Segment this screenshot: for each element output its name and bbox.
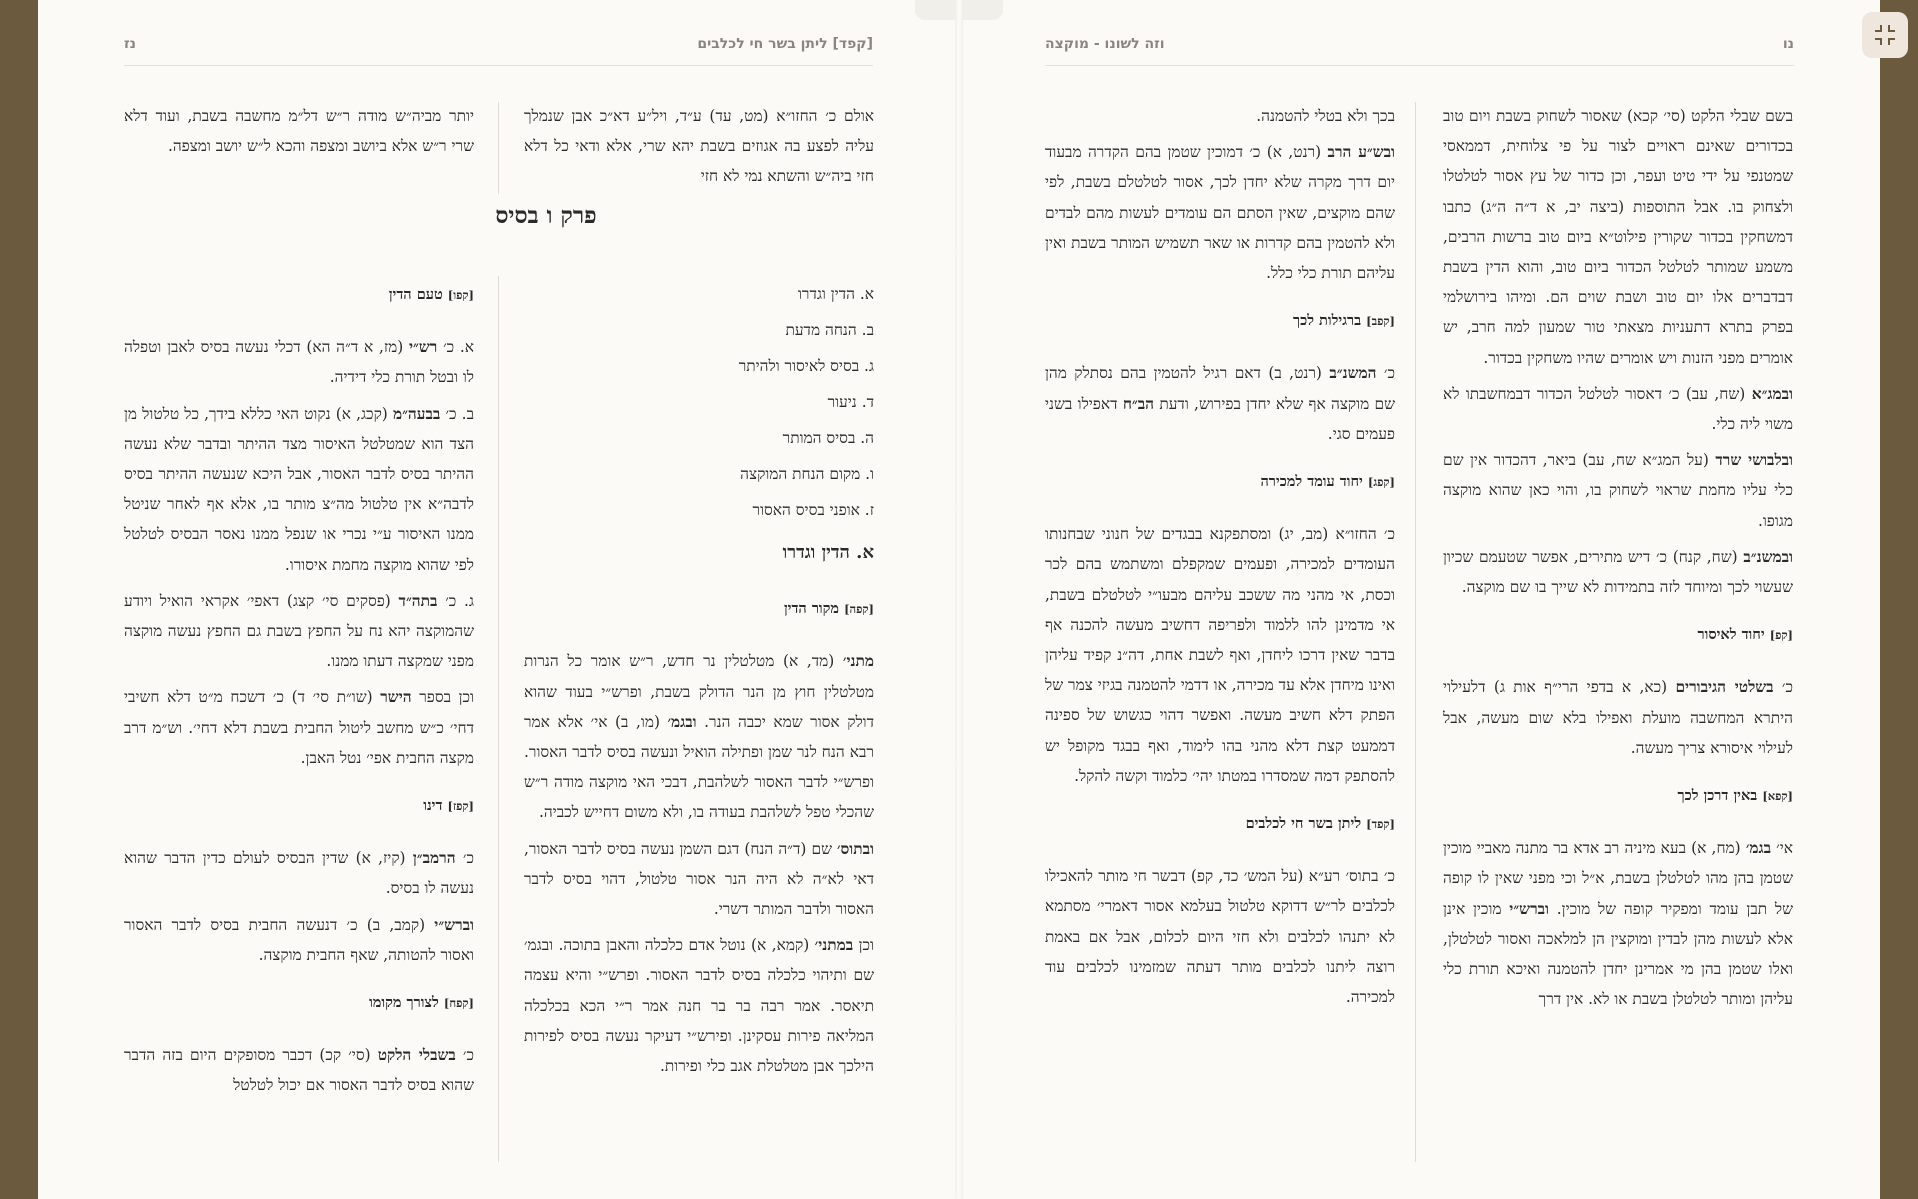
subsection-heading: [קפה] מקור הדין <box>783 600 874 618</box>
left-col-b-top: יותר מביה״ש מודה ר״ש דל״מ מחשבה בשבת, ועוד דלא שרי ר״ש אלא ביושב ומצפה והכא ל״ש יושב ומצפה. <box>124 107 474 156</box>
paragraph: א. כ׳ רש״י (מז, א ד״ה הא) דכלי נעשה בסיס לאבן וטפלה לו ובטל תורת כלי דידיה. <box>124 338 475 387</box>
left-page <box>38 0 959 1199</box>
paragraph: כ׳ הרמב״ן (קיז, א) שדין הבסיס לעולם כדין הדבר שהוא נעשה לו בסיס. <box>124 849 474 898</box>
paragraph: וברש״י (קמב, ב) כ׳ דנעשה החבית בסיס לדבר האסור ואסור להטותה, שאף החבית מוקצה. <box>124 915 474 964</box>
toc-item[interactable]: ו. מקום הנחת המוקצה <box>740 465 874 483</box>
left-col-a-top: אולם כ׳ החזו״א (מט, עד) ע״ד, ויל״ע דא״כ אבן שנמלך עליה לפצע בה אגוזים בשבת יהא שרי, אלא ודאי כל דלא חזי ביה״ש והשתא נמי לא חזי <box>524 107 874 186</box>
paragraph: ג. כ׳ בתה״ד (פסקים סי׳ קצג) דאפי׳ אקראי הואיל ויודע שהמוקצה יהא נח על החפץ בשבת גם החפץ נעשה מוקצה מפני שמקצה דעתו ממנו. <box>124 591 474 671</box>
subsection-heading: [קפד] ליתן בשר חי לכלבים <box>1245 815 1395 833</box>
paragraph: ובמג״א (שח, עב) כ׳ דאסור לטלטל הכדור דבמחשבתו לא משוי ליה כלי. <box>1443 384 1793 434</box>
subsection-heading: [קפו] טעם הדין <box>388 286 474 303</box>
section-heading: א. הדין וגדרו <box>782 542 874 563</box>
paragraph: ב. כ׳ בבעה״מ (קכג, א) נקוט האי כללא בידך, כל טלטול מן הצד הוא שמטלטל האיסור מצד ההיתר ובדבר שלא נעשה ההיתר בסיס לדבר האסור, אבל היכא שנעשה ההיתר בסיס לדבה״א אין טלטול מה״צ מותר בו, אלא אף לאחר שניטל ממנו האיסור ע״י נכרי או שנפל ממנו נאסר הבסיס לטלטל לפי שהוא מוקצה מחמת איסורו. <box>124 404 474 574</box>
paragraph: כ׳ בשלטי הגיבורים (כא, א בדפי הרי״ף אות ג) דלעילוי היתרא המחשבה מועלת ואפילו בלא שום מעשה, אבל לעילוי איסורא צריך מעשה. <box>1443 678 1793 757</box>
toc-item[interactable]: ז. אופני בסיס האסור <box>752 501 874 519</box>
column-divider <box>1415 102 1416 1162</box>
left-col-a-body <box>524 276 874 1087</box>
collapse-icon[interactable] <box>1873 23 1897 47</box>
subsection-heading: [קפא] באין דרכן לכך <box>1677 787 1793 805</box>
subsection-heading: [קפב] ברגילות לכך <box>1293 312 1395 330</box>
paragraph: ובש״ע הרב (רנט, א) כ׳ דמוכין שטמן בהם הקדרה מבעוד יום דרך מקרה שלא יחדן לכך, אסור לטלטלם בשבת, לפי שהם מוקצים, שאין הסתם הם עומדים לעשות מהם לבדים ולא להטמין בהם קדרות או שאר תשמיש המותר בשבת ואין עליהם תורת כלי כלל. <box>1045 143 1395 283</box>
paragraph: מתני׳ (מד, א) מטלטלין נר חדש, ר״ש אומר כל הנרות מטלטלין חוץ מן הנר הדולק בשבת, ופרש״י בעוד שהוא דולק אסור שמא יכבה הנר. ובגמ׳ (מו, ב) אי׳ אלא אמר רבא הנח לנר שמן ופתילה הואיל ונעשה בסיס לדבר האסור. ופרש״י לדבר האסור לשלהבת, דבכי האי מוקצה מודה ר״ש שהכלי טפל לשלהבת בעודה בו, ולא משום דחייש לכביה. <box>524 652 874 822</box>
left-page-number: נז <box>124 36 136 52</box>
paragraph: ובלבושי שרד (על המג״א שח, עב) ביאר, דהכדור אין שם כלי עליו מחמת שראוי לשחוק בו, והוי כאן שהוא מוקצה מגופו. <box>1443 451 1793 530</box>
subsection-heading: [קפח] לצורך מקומו <box>369 994 474 1012</box>
toc-item[interactable]: ד. ניעור <box>827 393 874 411</box>
right-header-divider <box>1045 65 1794 66</box>
chapter-title: פרק ו בסיס <box>495 202 597 229</box>
subsection-heading: [קפג] יחוד עומד למכירה <box>1260 473 1395 491</box>
paragraph: וכן בספר הישר (שו״ת סי׳ ד) כ׳ דשכח מ״ט דלא חשיבי דחי׳ כ״ש מחשב ליטול החבית בשבת דלא דחי׳. וש״מ דרב מקצה החבית אפי׳ נטל האבן. <box>124 688 474 767</box>
subsection-heading: [קפ] יחוד לאיסור <box>1697 626 1793 644</box>
paragraph: כ׳ המשנ״ב (רנט, ב) דאם רגיל להטמין בהם נסתלק מהן שם מוקצה אף שלא יחדן בפירוש, ודעת הב״ח דאפילו בשני פעמים סגי. <box>1045 364 1396 443</box>
column-divider <box>498 276 499 1162</box>
paragraph: ובתוס׳ שם (ד״ה הנח) דגם השמן נעשה בסיס לדבר האסור, דאי לא״ה לא היה הנר אסור טלטול, דהוי בסיס לדבר האסור ולדבר המותר דשרי. <box>524 839 874 919</box>
chapter-toc <box>524 276 874 528</box>
exit-fullscreen-button[interactable] <box>1862 12 1908 58</box>
right-col-d <box>1045 101 1395 1018</box>
left-page-header-title: [קפד] ליתן בשר חי לכלבים <box>697 36 873 52</box>
right-page-number: נו <box>1782 36 1794 52</box>
left-header-divider <box>124 65 873 66</box>
paragraph: כ׳ החזו״א (מב, יג) ומסתפקנא בבגדים של חנוני שבחנותו העומדים למכירה, ופעמים שמקפלם ומשתמש בהם לכר וכסת, אי מהני מה ששכב עליהם מבעו״י לטלטלם בשבת, אי מדמינן להו ללמוד ולפריפה דחשיב מעשה להכנה אף בדבר שאין דרכו ליחדן, ואף לשבת אחת, דה״נ קפיד עליהן ואינו מיחדן אלא עד מכירה, או דדמי להטמנה בגיזי צמר של הפתק דלא חשיב מעשה. ואפשר דהוי כגשוש של ספינה דממעט קצת דלא מהני בהו לימוד, ואף בבגד מקופל יש להסתפק דמה שמסדרו במטתו יהי׳ כלמוד וקשה להקל. <box>1045 525 1395 785</box>
column-divider <box>498 102 499 194</box>
subsection-heading: [קפז] דינו <box>423 797 474 815</box>
right-page-header-title: וזה לשונו - מוקצה <box>1045 36 1165 52</box>
right-col-c <box>1443 101 1793 1020</box>
left-col-b-body <box>124 262 474 1107</box>
toc-item[interactable]: ה. בסיס המותר <box>782 429 874 447</box>
paragraph: בכך ולא בטלי להטמנה. <box>1256 107 1395 125</box>
toc-item[interactable]: ב. הנחה מדעת <box>785 321 874 339</box>
paragraph: ובמשנ״ב (שח, קנח) כ׳ דיש מתירים, אפשר שטעמם שכיון שעשוי לכך ומיוחד לזה בתמידות לא שייך בו שם מוקצה. <box>1443 547 1793 597</box>
right-page <box>959 0 1880 1199</box>
book-spread <box>38 0 1880 1199</box>
toc-item[interactable]: ג. בסיס לאיסור ולהיתר <box>738 357 874 375</box>
paragraph: בשם שבלי הלקט (סי׳ קכא) שאסור לשחוק בשבת ויום טוב בכדורים שאינם ראויים לצור על פי צלוחית, דממאסי שמטנפי על ידי טיט ועפר, וכן כדור של עץ אסור לטלטלו ולצחוק בו. אבל התוספות (ביצה יב, א ד״ה ה״ג) כתבו דמשחקין בכדור שקורין פילוט״א ביום טוב ברשות הרבים, משמע שמותר לטלטל הכדור ביום טוב, והוא הדין בשבת דבדברים אלו יום טוב ושבת שוים הם. ומיהו בירושלמי בפרק בתרא דתעניות מצאתי טור שמעון למה חרב, יש אומרים מפני הזנות ויש אומרים שהיו משחקין בכדור. <box>1443 107 1793 367</box>
paragraph: אי׳ בגמ׳ (מח, א) בעא מיניה רב אדא בר מתנה מאביי מוכין שטמן בהן מהו לטלטלן בשבת, א״ל וכי מפני שאין לו קופה של תבן עומד ומפקיר קופה של מוכין. וברש״י מוכין אינן אלא לעשות מהן לבדין ומוקצין הן למלאכה ואסור לטלטלן, ואלו שטמן בהן מי אמרינן יחדן להטמנה ואיכא תורת כלי עליהן ומותר לטלטלן בשבת או לא. אין דרך <box>1443 839 1794 1009</box>
paragraph: וכן במתני׳ (קמא, א) נוטל אדם כלכלה והאבן בתוכה. ובגמ׳ שם ותיהוי כלכלה בסיס לדבר האסור. ופרש״י והיא עצמה תיאסר. אמר רבה בר בר חנה אמר ר״י הכא בכלכלה המליאה פירות עסקינן. ופירש״י דעיקר נעשה בסיס לפירות הילכך אבן מטלטלת אגב כלי ופירות. <box>524 936 874 1076</box>
toc-item[interactable]: א. הדין וגדרו <box>797 285 874 303</box>
paragraph: כ׳ בשבלי הלקט (סי׳ קכ) דכבר מסופקים היום בזה הדבר שהוא בסיס לדבר האסור אם יכול לטלטל <box>124 1046 474 1095</box>
paragraph: כ׳ בתוס׳ רע״א (על המש׳ כד, קפ) דבשר חי מותר להאכילו לכלבים לר״ש דדוקא טלטול בעלמא אסור דאמרי׳ מסתמא לא יתנהו לכלבים ולא חזי היום לכלום, אבל אם באמת רוצה ליתנו לכלבים מותר דעתה שמזמינו לכלבים עוד למכירה. <box>1045 867 1395 1007</box>
